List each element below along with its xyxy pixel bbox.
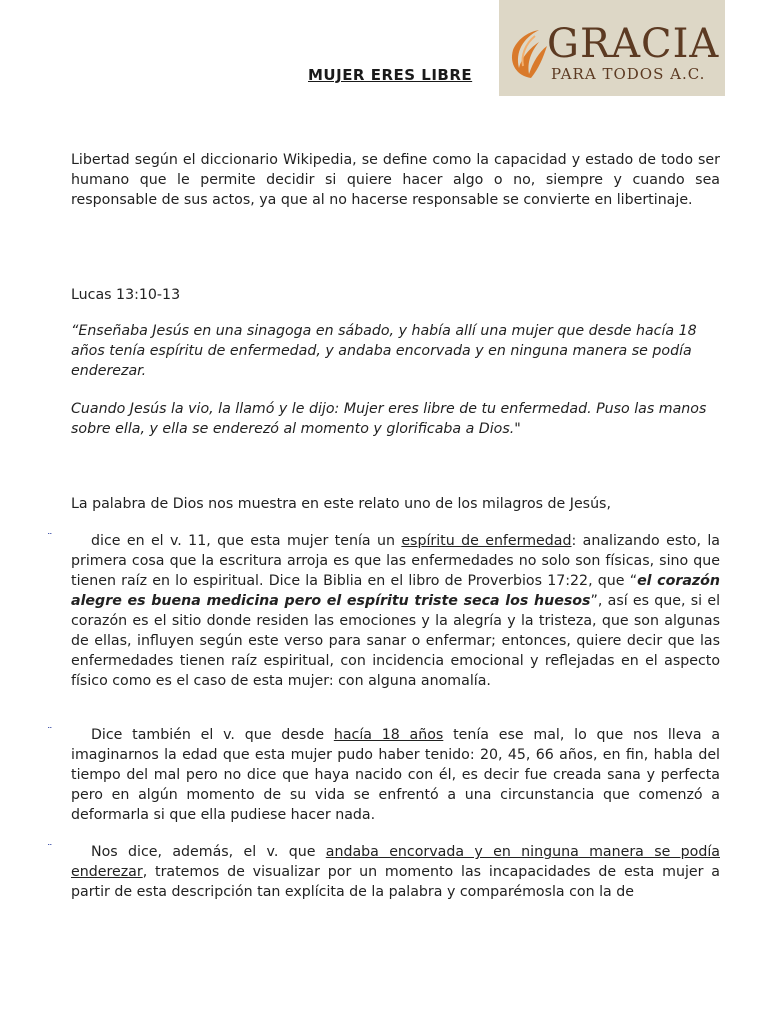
p2-text-a: Dice también el v. que desde bbox=[91, 727, 334, 743]
p1-bold-quote: el corazón alegre es buena medicina pero el espíritu triste seca los huesos bbox=[71, 573, 720, 609]
bullet-marker-3: ¨ bbox=[47, 842, 53, 855]
scripture-quote-2: Cuando Jesús la vio, la llamó y le dijo: Mujer eres libre de tu enfermedad. Puso las manos sobre ella, y ella se enderezó al momento y glorificaba a Dios." bbox=[71, 401, 707, 437]
p1-text-b: : analizando esto, la primera cosa que la escritura arroja es que las enfermedades no solo son físicas, sino que tienen raíz en lo espiritual. Dice la Biblia en el libro de Proverbios 17:22, que “ bbox=[71, 533, 721, 589]
point-paragraph-1 bbox=[71, 531, 720, 691]
organization-logo bbox=[499, 0, 725, 96]
scripture-reference: Lucas 13:10-13 bbox=[71, 287, 181, 303]
p1-text-a: dice en el v. 11, que esta mujer tenía un bbox=[91, 533, 402, 549]
p1-text-c: ”, así es que, si el corazón es el sitio donde residen las emociones y la alegría y la tristeza, que son algunas de ellas, influyen según este verso para sanar o enfermar; entonces, quiere decir que las enfermedades tienen raíz espiritual, con incidencia emocional y reflejadas en el aspecto físico como es el caso de esta mujer: con alguna anomalía. bbox=[71, 593, 721, 689]
p2-text-b: tenía ese mal, lo que nos lleva a imaginarnos la edad que esta mujer pudo haber tenido: 20, 45, 66 años, en fin, habla del tiempo del mal pero no dice que haya nacido con él, es decir fue creada sana y perfecta pero en algún momento de su vida se enfrentó a una circunstancia que comenzó a deformarla si que ella pudiese hacer nada. bbox=[71, 727, 721, 823]
p2-underlined-phrase: hacía 18 años bbox=[333, 727, 444, 743]
point-paragraph-3 bbox=[71, 842, 720, 902]
p1-underlined-phrase: espíritu de enfermedad bbox=[401, 533, 572, 549]
bullet-marker-2: ¨ bbox=[47, 725, 53, 738]
logo-text-main: GRACIA bbox=[547, 21, 720, 67]
intro-paragraph: Libertad según el diccionario Wikipedia, se define como la capacidad y estado de todo ser humano que le permite decidir si quiere hacer algo o no, siempre y cuando sea responsable de sus actos, ya que al no hacerse responsable se convierte en libertinaje. bbox=[71, 152, 720, 208]
document-title: MUJER ERES LIBRE bbox=[308, 66, 473, 84]
point-paragraph-2 bbox=[71, 725, 720, 825]
scripture-quote-1: “Enseñaba Jesús en una sinagoga en sábado, y había allí una mujer que desde hacía 18 años tenía espíritu de enfermedad, y andaba encorvada y en ninguna manera se podía enderezar. bbox=[71, 323, 697, 379]
p3-underlined-phrase: andaba encorvada y en ninguna manera se podía enderezar bbox=[71, 844, 720, 880]
bullet-marker-1: ¨ bbox=[47, 531, 53, 544]
lead-paragraph: La palabra de Dios nos muestra en este relato uno de los milagros de Jesús, bbox=[71, 496, 611, 512]
logo-text-sub: PARA TODOS A.C. bbox=[551, 65, 706, 83]
flame-leaf-icon bbox=[509, 28, 549, 80]
p3-text-a: Nos dice, además, el v. que bbox=[91, 844, 326, 860]
p3-text-b: , tratemos de visualizar por un momento las incapacidades de esta mujer a partir de esta descripción tan explícita de la palabra y comparémosla con la de bbox=[71, 864, 720, 900]
